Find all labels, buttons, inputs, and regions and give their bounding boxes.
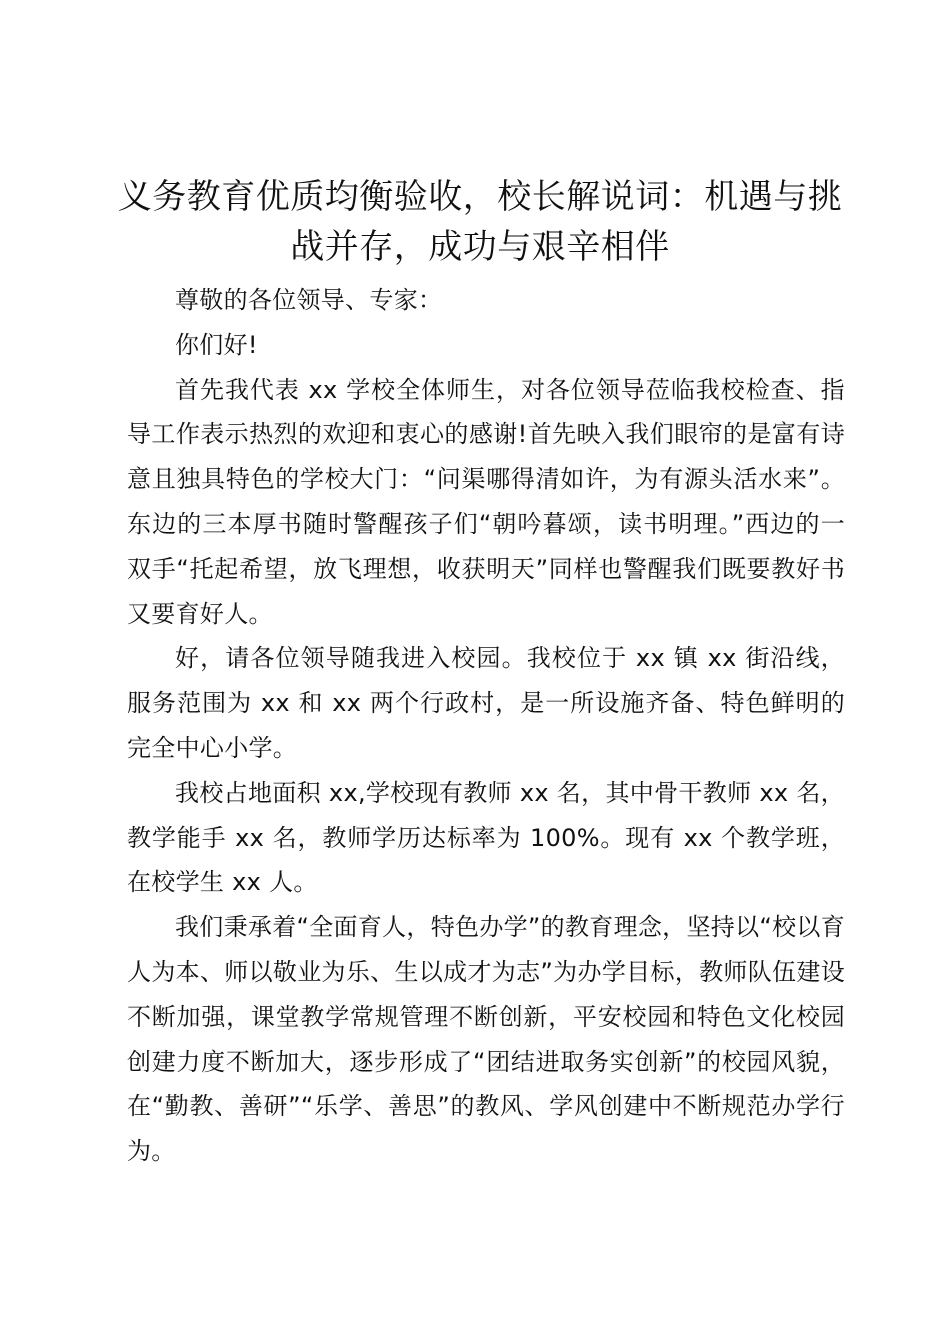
greeting-paragraph: 你们好! <box>175 330 258 359</box>
welcome-paragraph: 首先我代表 xx 学校全体师生，对各位领导莅临我校检查、指导工作表示热烈的欢迎和衷心的感谢!首先映入我们眼帘的是富有诗意且独具特色的学校大门：“问渠哪得清如许，为有源头活水来”。东边的三本厚书随时警醒孩子们“朝吟暮颂，读书明理。”西边的一双手“托起希望，放飞理想，收获明天”同样也警醒我们既要教好书又要育好人。 <box>127 375 845 628</box>
school-stats-paragraph: 我校占地面积 xx,学校现有教师 xx 名，其中骨干教师 xx 名，教学能手 xx 名，教师学历达标率为 100%。现有 xx 个教学班，在校学生 xx 人。 <box>127 778 845 897</box>
document-title: 义务教育优质均衡验收，校长解说词：机遇与挑战并存，成功与艰辛相伴 <box>117 177 843 267</box>
salutation-paragraph: 尊敬的各位领导、专家： <box>175 286 443 314</box>
philosophy-paragraph: 我们秉承着“全面育人，特色办学”的教育理念，坚持以“校以育人为本、师以敬业为乐、生以成才为志”为办学目标，教师队伍建设不断加强，课堂教学常规管理不断创新，平安校园和特色文化校园创建力度不断加大，逐步形成了“团结进取务实创新”的校园风貌，在“勤教、善研”“乐学、善思”的教风、学风创建中不断规范办学行为。 <box>127 913 845 1166</box>
location-paragraph: 好，请各位领导随我进入校园。我校位于 xx 镇 xx 街沿线，服务范围为 xx 和 xx 两个行政村，是一所设施齐备、特色鲜明的完全中心小学。 <box>127 644 845 762</box>
document-body <box>127 278 845 1174</box>
